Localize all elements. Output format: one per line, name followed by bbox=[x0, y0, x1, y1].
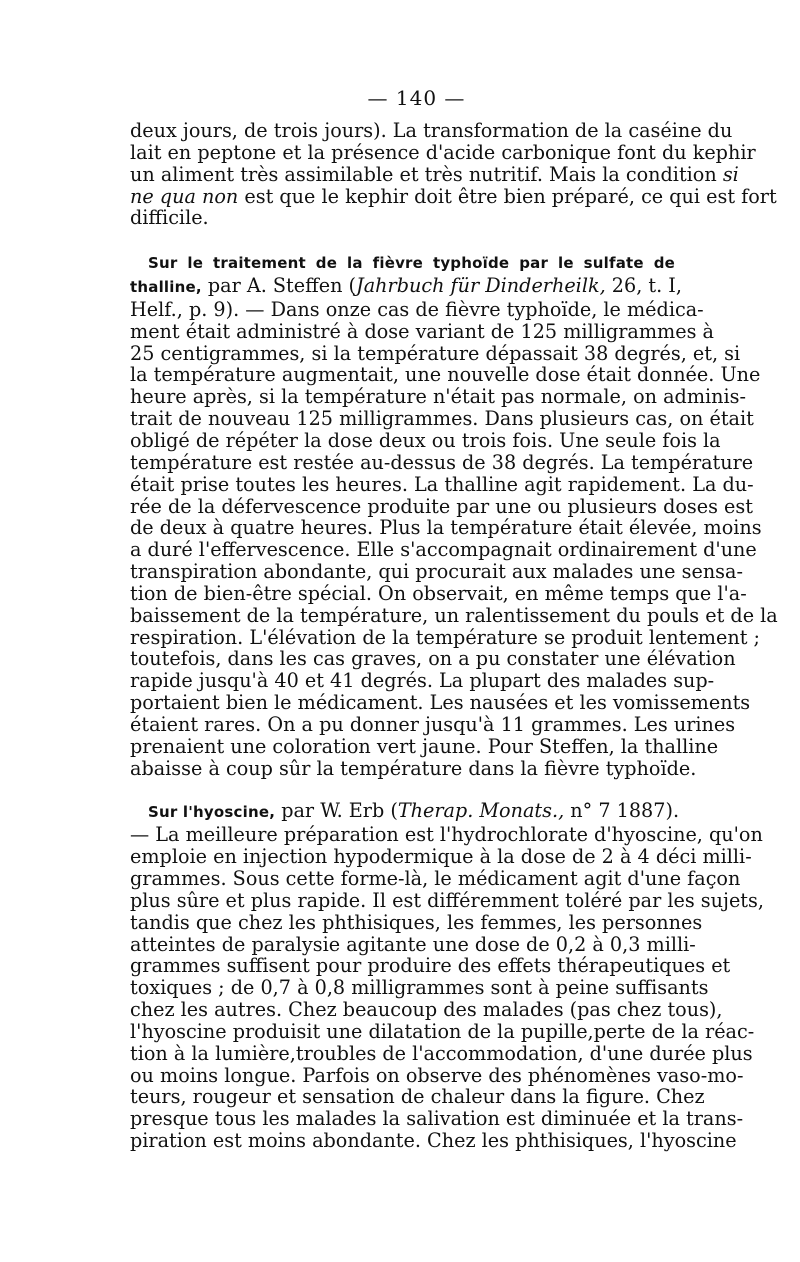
section-heading bbox=[130, 251, 675, 275]
text-line: grammes. Sous cette forme-là, le médicament agit d'une façon bbox=[130, 867, 741, 890]
text-line: de deux à quatre heures. Plus la température était élevée, moins bbox=[130, 516, 762, 540]
italic-term: ne qua non bbox=[130, 184, 239, 208]
text-line: lait en peptone et la présence d'acide carbonique font du kephir bbox=[130, 140, 756, 164]
text-line bbox=[130, 274, 682, 299]
text-line: toutefois, dans les cas graves, on a pu constater une élévation bbox=[130, 647, 736, 671]
text-line: emploie en injection hypodermique à la dose de 2 à 4 déci milli- bbox=[130, 845, 752, 869]
text-line: rée de la défervescence produite par une ou plusieurs doses est bbox=[130, 494, 753, 518]
text-line: étaient rares. On a pu donner jusqu'à 11 grammes. Les urines bbox=[130, 712, 736, 736]
text-line: atteintes de paralysie agitante une dose de 0,2 à 0,3 milli- bbox=[130, 932, 696, 956]
paragraph-thalline bbox=[130, 251, 778, 780]
text-line: ou moins longue. Parfois on observe des phénomènes vaso-mo- bbox=[130, 1063, 744, 1087]
text-line: rapide jusqu'à 40 et 41 degrés. La plupart des malades sup- bbox=[130, 669, 715, 693]
italic-term: si bbox=[722, 162, 739, 186]
text-line: était prise toutes les heures. La thalline agit rapidement. La du- bbox=[130, 472, 754, 496]
text-line: deux jours, de trois jours). La transformation de la caséine du bbox=[130, 119, 733, 142]
paragraph-kephir bbox=[130, 119, 777, 230]
text-line: difficile. bbox=[130, 206, 209, 230]
text-line: respiration. L'élévation de la température se produit lentement ; bbox=[130, 625, 760, 649]
text-line: portaient bien le médicament. Les nausées et les vomissements bbox=[130, 691, 751, 715]
heading-text: Sur le traitement de la fièvre typhoïde par le sulfate de bbox=[148, 254, 675, 273]
text-line: température est restée au-dessus de 38 degrés. La température bbox=[130, 450, 754, 474]
text-line: piration est moins abondante. Chez les phthisiques, l'hyoscine bbox=[130, 1129, 737, 1153]
text-line bbox=[130, 799, 680, 824]
journal-title: Jahrbuch für Dinderheilk, bbox=[356, 274, 606, 298]
text-line: plus sûre et plus rapide. Il est différemment toléré par les sujets, bbox=[130, 888, 764, 912]
text-line: Helf., p. 9). — Dans onze cas de fièvre typhoïde, le médica- bbox=[130, 297, 704, 321]
text-line: tandis que chez les phthisiques, les femmes, les personnes bbox=[130, 910, 703, 934]
text-line: transpiration abondante, qui procurait aux malades une sensa- bbox=[130, 560, 743, 584]
text-line: a duré l'effervescence. Elle s'accompagnait ordinairement d'une bbox=[130, 538, 757, 562]
text-line: obligé de répéter la dose deux ou trois fois. Une seule fois la bbox=[130, 428, 721, 452]
text-line: prenaient une coloration vert jaune. Pour Steffen, la thalline bbox=[130, 734, 719, 758]
text-line bbox=[130, 162, 739, 186]
text-line: ment était administré à dose variant de 125 milligrammes à bbox=[130, 319, 714, 343]
text-run: n° 7 1887). bbox=[564, 799, 680, 823]
text-run: 26, t. I, bbox=[605, 274, 682, 298]
text-run: par W. Erb ( bbox=[275, 799, 398, 823]
heading-text: thalline, bbox=[130, 278, 202, 297]
text-line: teurs, rougeur et sensation de chaleur dans la figure. Chez bbox=[130, 1085, 705, 1109]
text-run: est que le kephir doit être bien préparé, ce qui est fort bbox=[244, 184, 777, 208]
text-line: chez les autres. Chez beaucoup des malades (pas chez tous), bbox=[130, 998, 723, 1022]
text-line: abaisse à coup sûr la température dans la fièvre typhoïde. bbox=[130, 756, 697, 780]
text-line: — La meilleure préparation est l'hydrochlorate d'hyoscine, qu'on bbox=[130, 823, 763, 847]
paragraph-hyoscine bbox=[130, 799, 764, 1153]
heading-text: Sur l'hyoscine, bbox=[148, 803, 276, 822]
text-line: la température augmentait, une nouvelle dose était donnée. Une bbox=[130, 363, 761, 387]
text-run: par A. Steffen ( bbox=[201, 274, 357, 298]
text-line bbox=[130, 184, 777, 208]
text-line: tion de bien-être spécial. On observait, en même temps que l'a- bbox=[130, 581, 747, 605]
text-line: heure après, si la température n'était pas normale, on adminis- bbox=[130, 385, 746, 409]
text-line: l'hyoscine produisit une dilatation de la pupille,perte de la réac- bbox=[130, 1019, 755, 1043]
text-line: tion à la lumière,troubles de l'accommodation, d'une durée plus bbox=[130, 1041, 753, 1065]
text-run: un aliment très assimilable et très nutritif. Mais la condition bbox=[130, 162, 717, 186]
text-line: 25 centigrammes, si la température dépassait 38 degrés, et, si bbox=[130, 341, 741, 365]
text-line: toxiques ; de 0,7 à 0,8 milligrammes sont à peine suffisants bbox=[130, 976, 709, 1000]
text-line: baissement de la température, un ralentissement du pouls et de la bbox=[130, 603, 778, 627]
text-line: presque tous les malades la salivation est diminuée et la trans- bbox=[130, 1107, 744, 1131]
text-line: grammes suffisent pour produire des effets thérapeutiques et bbox=[130, 954, 731, 978]
page-number: — 140 — bbox=[367, 86, 466, 110]
text-line: trait de nouveau 125 milligrammes. Dans plusieurs cas, on était bbox=[130, 407, 754, 431]
journal-title: Therap. Monats., bbox=[397, 799, 565, 823]
book-page bbox=[130, 84, 778, 1153]
